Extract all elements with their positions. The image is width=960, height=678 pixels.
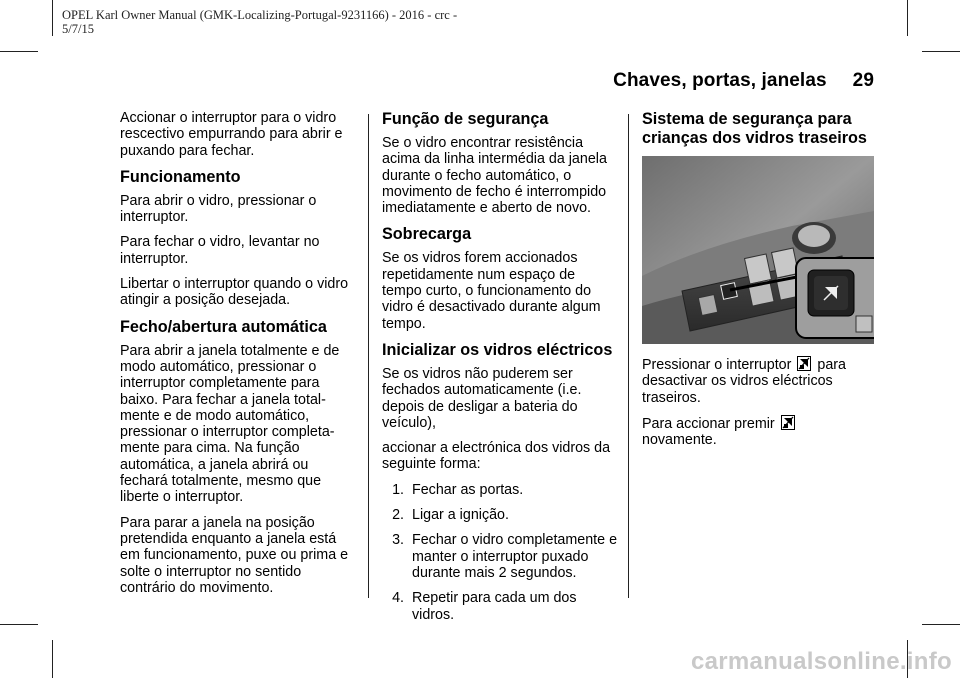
print-meta: [62, 8, 502, 36]
paragraph-inicializar-2: accionar a electrónica dos vidros da seguinte forma:: [382, 440, 611, 473]
crop-mark: [907, 0, 908, 36]
crop-mark: [0, 51, 38, 52]
print-meta-line1: OPEL Karl Owner Manual (GMK-Localizing-Portugal-9231166) - 2016 - crc -: [62, 8, 458, 22]
heading-funcionamento: Funcionamento: [120, 167, 241, 186]
paragraph-seguranca: Se o vidro encontrar resistência acima da linha intermédia da janela durante o fecho automático, o movimento de fecho é interrompido imediatamente e aberto de novo.: [382, 135, 607, 217]
paragraph-fechar: Para fechar o vidro, levantar no interruptor.: [120, 234, 320, 267]
column-divider: [368, 114, 369, 598]
child-lock-icon: [797, 356, 811, 371]
list-item: 1. Fechar as portas.: [392, 481, 524, 498]
heading-inicializar: Inicializar os vidros eléctricos: [382, 340, 613, 359]
steps-list: [382, 482, 618, 623]
page-number: 29: [852, 70, 874, 91]
intro-paragraph: Accionar o interruptor para o vidro rescectivo empurrando para abrir e puxando para fechar.: [120, 110, 343, 159]
column-2: [382, 110, 618, 632]
paragraph-parar: Para parar a janela na posição pretendida enquanto a janela está em funcionamento, puxe ou prima e solte o interruptor no sentido contrário do movimento.: [120, 514, 349, 596]
crop-mark: [52, 0, 53, 36]
watermark: carmanualsonline.info: [690, 648, 952, 675]
paragraph-desactivar: Pressionar o interruptor para desactivar os vidros eléctricos traseiros.: [642, 357, 846, 406]
column-divider: [628, 114, 629, 598]
column-3: [642, 110, 878, 457]
list-item: 3. Fechar o vidro completamente e manter o interruptor puxado durante mais 2 segundos.: [392, 532, 618, 581]
print-meta-line2: 5/7/15: [62, 22, 94, 36]
page-header: [613, 70, 874, 92]
section-title: Chaves, portas, janelas: [613, 70, 827, 91]
paragraph-accionar: Para accionar premir novamente.: [642, 415, 878, 449]
crop-mark: [922, 51, 960, 52]
list-item: 2. Ligar a ignição.: [392, 507, 509, 524]
door-switch-photo: [642, 156, 874, 344]
paragraph-libertar: Libertar o interruptor quando o vidro atingir a posição desejada.: [120, 276, 349, 309]
paragraph-automatico: Para abrir a janela totalmente e de modo automático, pressionar o interruptor completamente para baixo. Para fechar a janela total-mente e de modo automático, pressionar o interruptor completa-mente para cima. Na função automática, a janela abrirá ou fechará totalmente, mesmo que liberte o interruptor.: [120, 342, 340, 506]
paragraph-sobrecarga: Se os vidros forem accionados repetidamente num espaço de tempo curto, o funcionamento do vidro é desactivado durante algum tempo.: [382, 250, 601, 332]
heading-automatico: Fecho/abertura automática: [120, 317, 327, 336]
column-1: [120, 110, 356, 605]
crop-mark: [52, 640, 53, 678]
child-lock-icon: [781, 415, 795, 430]
heading-sobrecarga: Sobrecarga: [382, 225, 472, 244]
heading-child-lock: Sistema de segurança para crianças dos vidros traseiros: [642, 110, 867, 147]
paragraph-abrir: Para abrir o vidro, pressionar o interruptor.: [120, 192, 317, 226]
crop-mark: [0, 624, 38, 625]
list-item: 4. Repetir para cada um dos vidros.: [392, 590, 577, 623]
heading-seguranca: Função de segurança: [382, 110, 549, 128]
paragraph-inicializar-1: Se os vidros não puderem ser fechados automaticamente (i.e. depois de desligar a bateria do veículo),: [382, 365, 582, 431]
crop-mark: [922, 624, 960, 625]
